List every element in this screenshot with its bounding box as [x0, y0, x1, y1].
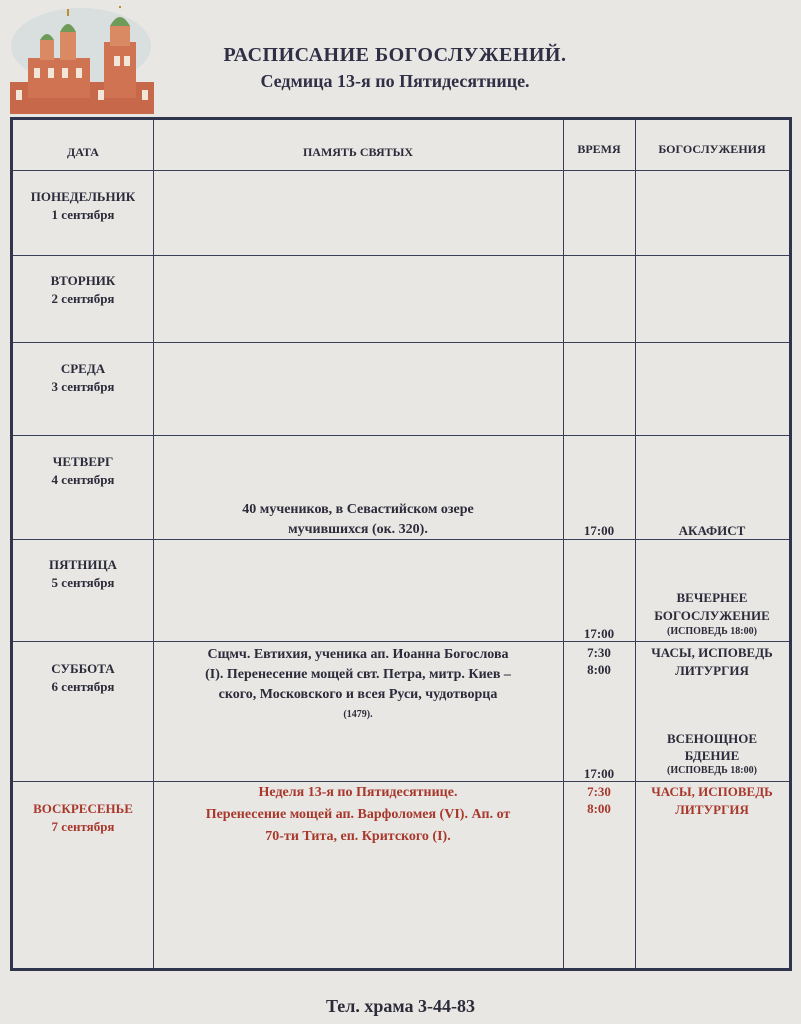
saints-line: Сщмч. Евтихия, ученика ап. Иоанна Богослова — [207, 647, 509, 662]
page-header — [160, 44, 630, 92]
service-line: ЛИТУРГИЯ — [675, 663, 749, 678]
date: 2 сентября — [51, 291, 115, 306]
service-line: ЧАСЫ, ИСПОВЕДЬ — [651, 645, 773, 660]
saints-thursday — [153, 500, 563, 540]
table-row — [13, 188, 153, 224]
service-line: ЧАСЫ, ИСПОВЕДЬ — [651, 784, 773, 799]
church-illustration — [6, 6, 156, 116]
table-row — [13, 453, 153, 489]
table-row — [13, 660, 153, 696]
saints-line: 40 мучеников, в Севастийском озере — [242, 502, 474, 517]
weekday: ВТОРНИК — [50, 273, 116, 288]
saints-line: Перенесение мощей ап. Варфоломея (VI). Ап. от — [205, 807, 511, 822]
row-divider — [13, 255, 789, 256]
service-saturday-evening — [635, 730, 789, 777]
service-line: БДЕНИЕ — [684, 748, 740, 763]
row-divider — [13, 435, 789, 436]
saints-saturday — [153, 645, 563, 725]
footer-phone: Тел. храма 3-44-83 — [325, 996, 476, 1016]
header-date: ДАТА — [67, 145, 99, 159]
time-saturday — [563, 644, 635, 678]
weekday: СРЕДА — [60, 361, 106, 376]
weekday: ПОНЕДЕЛЬНИК — [30, 189, 136, 204]
table-row — [13, 800, 153, 836]
service-friday — [635, 589, 789, 638]
table-row — [13, 556, 153, 592]
column-divider — [563, 120, 564, 968]
date: 4 сентября — [51, 472, 115, 487]
service-thursday: АКАФИСТ — [678, 523, 746, 538]
date: 5 сентября — [51, 575, 115, 590]
header-saints: ПАМЯТЬ СВЯТЫХ — [302, 145, 414, 159]
saints-line: (1479). — [343, 709, 373, 720]
time-sunday — [563, 783, 635, 817]
service-note: (ИСПОВЕДЬ 18:00) — [667, 765, 757, 776]
service-line: ВСЕНОЩНОЕ — [666, 731, 758, 746]
row-divider — [13, 342, 789, 343]
schedule-table — [10, 117, 792, 971]
saints-line: ского, Московского и всея Руси, чудотворца — [218, 687, 498, 702]
weekday: ВОСКРЕСЕНЬЕ — [33, 801, 133, 816]
service-line: ВЕЧЕРНЕЕ — [676, 590, 748, 605]
service-line: БОГОСЛУЖЕНИЕ — [654, 608, 770, 623]
service-sunday — [635, 783, 789, 819]
service-note: (ИСПОВЕДЬ 18:00) — [667, 626, 757, 637]
table-row — [13, 360, 153, 396]
page-subtitle: Седмица 13-я по Пятидесятнице. — [260, 71, 530, 91]
saints-line: мучившихся (ок. 320). — [288, 522, 428, 537]
weekday: ЧЕТВЕРГ — [52, 454, 114, 469]
service-line: ЛИТУРГИЯ — [675, 802, 749, 817]
date: 7 сентября — [51, 819, 115, 834]
date: 3 сентября — [51, 379, 115, 394]
header-services: БОГОСЛУЖЕНИЯ — [658, 142, 766, 156]
row-divider — [13, 170, 789, 171]
saints-line: 70-ти Тита, еп. Критского (I). — [265, 829, 451, 844]
saints-line: (I). Перенесение мощей свт. Петра, митр. Киев – — [205, 667, 511, 682]
row-divider — [13, 641, 789, 642]
service-saturday — [635, 644, 789, 680]
table-row — [13, 272, 153, 308]
time-value: 7:30 — [587, 645, 611, 660]
weekday: СУББОТА — [51, 661, 115, 676]
weekday: ПЯТНИЦА — [49, 557, 117, 572]
saints-sunday — [153, 782, 563, 848]
saints-line: Неделя 13-я по Пятидесятнице. — [258, 785, 458, 800]
header-time: ВРЕМЯ — [577, 142, 621, 156]
column-divider — [635, 120, 636, 968]
time-friday: 17:00 — [583, 626, 615, 641]
time-saturday-evening: 17:00 — [583, 766, 615, 781]
time-value: 8:00 — [587, 662, 611, 677]
time-value: 7:30 — [587, 784, 611, 799]
page-title: РАСПИСАНИЕ БОГОСЛУЖЕНИЙ. — [223, 44, 567, 66]
date: 1 сентября — [51, 207, 115, 222]
time-value: 8:00 — [587, 801, 611, 816]
time-thursday: 17:00 — [583, 523, 615, 538]
date: 6 сентября — [51, 679, 115, 694]
